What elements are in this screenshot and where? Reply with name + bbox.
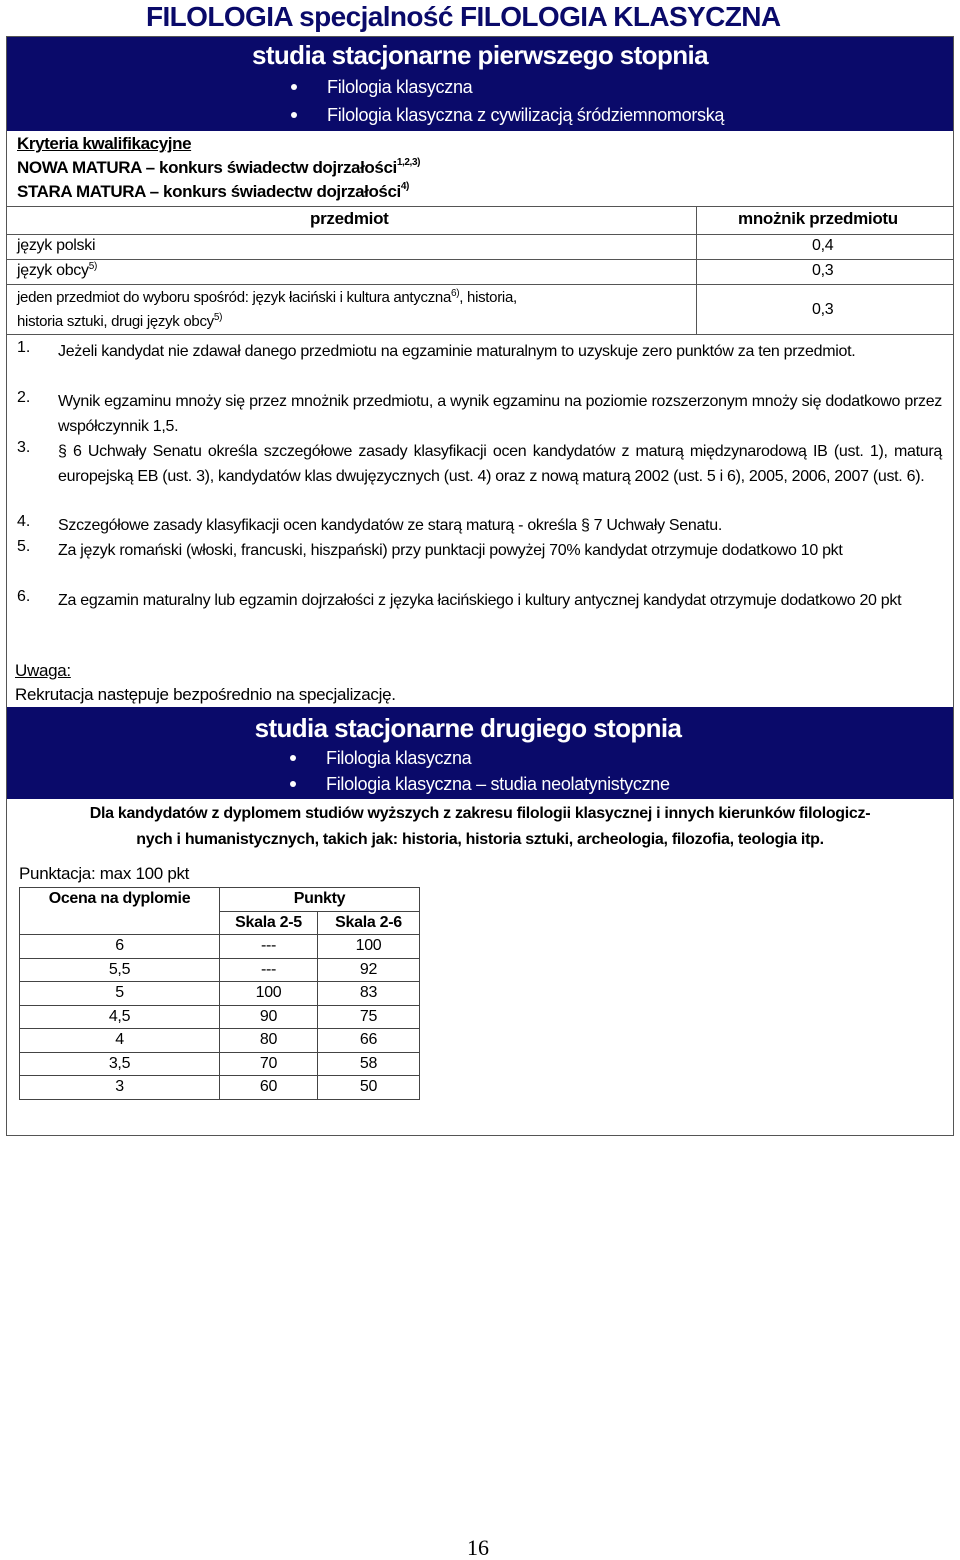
note-number: 1. [17, 339, 31, 356]
second-degree-header [7, 707, 953, 799]
table-rule [7, 234, 953, 235]
diploma-requirement: Dla kandydatów z dyplomem studiów wyższych z zakresu filologii klasycznej i innych kierunków filologicz- nych i humanistycznych, takich jak: historia, historia sztuki, archeologia, filozofia, teologia itp. [89, 805, 871, 848]
points-cell: 83 [318, 982, 420, 1006]
points-cell: 92 [318, 958, 420, 982]
grade-cell: 5,5 [20, 958, 220, 982]
subject-cell: język obcy$^{5)}$ [17, 261, 97, 279]
remark-label: Uwaga: [15, 661, 71, 680]
specialization-item: Filologia klasyczna z cywilizacją śródziemnomorską [291, 105, 724, 126]
multiplier-cell: 0,4 [812, 237, 834, 254]
table-row [20, 958, 420, 982]
grade-column-header: Ocena na dyplomie [20, 888, 220, 935]
table-rule [696, 206, 697, 334]
grade-cell: 4 [20, 1029, 220, 1053]
table-rule [7, 334, 953, 335]
table-header-row [20, 888, 420, 912]
note-text: Wynik egzaminu mnoży się przez mnożnik przedmiotu, a wynik egzaminu na poziomie rozszerzonym mnoży się dodatkowo przez współczynnik 1,5. [58, 393, 942, 435]
note-text: Szczegółowe zasady klasyfikacji ocen kandydatów ze starą maturą - określa § 7 Uchwały Senatu. [58, 517, 722, 534]
note-text: Za język romański (włoski, francuski, hiszpański) przy punktacji powyżej 70% kandydat otrzymuje dodatkowo 10 pkt [58, 542, 843, 559]
points-cell: 80 [220, 1029, 318, 1053]
table-row [20, 1076, 420, 1100]
first-degree-heading: studia stacjonarne pierwszego stopnia [251, 40, 709, 70]
multiplier-column-header: mnożnik przedmiotu [738, 209, 898, 228]
note-number: 5. [17, 538, 31, 555]
table-row [20, 1029, 420, 1053]
points-cell: 75 [318, 1005, 420, 1029]
multiplier-cell: 0,3 [812, 301, 834, 318]
points-column-header: Punkty [220, 888, 420, 912]
table-row [20, 1052, 420, 1076]
note-text: Jeżeli kandydat nie zdawał danego przedmiotu na egzaminie maturalnym to uzyskuje zero punktów za ten przedmiot. [58, 343, 856, 360]
scale-column-header: Skala 2-5 [220, 911, 318, 935]
points-cell: 70 [220, 1052, 318, 1076]
subject-cell-continued: historia sztuki, drugi język obcy$^{5)}$ [17, 312, 223, 330]
old-matura-line: STARA MATURA – konkurs świadectw dojrzałości$^{4)}$ [17, 181, 409, 201]
subject-column-header: przedmiot [310, 209, 389, 228]
note-number: 6. [17, 588, 31, 605]
document-frame [6, 36, 954, 1136]
grade-cell: 6 [20, 935, 220, 959]
grade-cell: 3 [20, 1076, 220, 1100]
specialization-item: Filologia klasyczna [290, 748, 471, 769]
first-degree-header [7, 37, 953, 131]
subject-cell: język polski [17, 237, 96, 254]
points-max: Punktacja: max 100 pkt [19, 864, 190, 883]
table-row [20, 1005, 420, 1029]
page-title: FILOLOGIA specjalność FILOLOGIA KLASYCZNA [146, 1, 781, 32]
bullet-icon [291, 112, 297, 118]
table-rule [7, 284, 953, 285]
new-matura-line: NOWA MATURA – konkurs świadectw dojrzałości$^{1,2,3)}$ [17, 157, 421, 177]
scale-column-header: Skala 2-6 [318, 911, 420, 935]
note-number: 2. [17, 389, 31, 406]
bullet-icon [290, 755, 296, 761]
table-row [20, 982, 420, 1006]
points-cell: 58 [318, 1052, 420, 1076]
specialization-item: Filologia klasyczna – studia neolatynistyczne [290, 774, 670, 795]
remark-text: Rekrutacja następuje bezpośrednio na specjalizację. [15, 685, 396, 704]
note-number: 3. [17, 439, 31, 456]
multiplier-cell: 0,3 [812, 262, 834, 279]
points-cell: 90 [220, 1005, 318, 1029]
specialization-item: Filologia klasyczna [291, 77, 472, 98]
note-number: 4. [17, 513, 31, 530]
second-degree-heading: studia stacjonarne drugiego stopnia [254, 713, 682, 743]
note-text: Za egzamin maturalny lub egzamin dojrzałości z języka łacińskiego i kultury antycznej kandydat otrzymuje dodatkowo 20 pkt [58, 592, 902, 609]
points-table [19, 887, 420, 1100]
points-cell: 60 [220, 1076, 318, 1100]
points-cell: 66 [318, 1029, 420, 1053]
points-cell: --- [220, 958, 318, 982]
grade-cell: 3,5 [20, 1052, 220, 1076]
bullet-icon [291, 84, 297, 90]
points-cell: --- [220, 935, 318, 959]
criteria-label: Kryteria kwalifikacyjne [17, 134, 192, 153]
table-rule [7, 259, 953, 260]
bullet-icon [290, 781, 296, 787]
subject-cell: jeden przedmiot do wyboru spośród: język łaciński i kultura antyczna$^{6)}$, historia, [17, 288, 517, 306]
table-row [20, 935, 420, 959]
points-cell: 100 [220, 982, 318, 1006]
grade-cell: 5 [20, 982, 220, 1006]
grade-cell: 4,5 [20, 1005, 220, 1029]
points-cell: 50 [318, 1076, 420, 1100]
points-cell: 100 [318, 935, 420, 959]
table-rule [7, 206, 953, 207]
note-text: § 6 Uchwały Senatu określa szczegółowe zasady klasyfikacji ocen kandydatów z maturą międzynarodową IB (ust. 1), maturą europejską EB (ust. 3), kandydatów klas dwujęzycznych (ust. 4) oraz z nową maturą 2002 (ust. 5 i 6), 2005, 2006, 2007 (ust. 6). [58, 443, 942, 485]
page-number: 16 [467, 1535, 489, 1560]
